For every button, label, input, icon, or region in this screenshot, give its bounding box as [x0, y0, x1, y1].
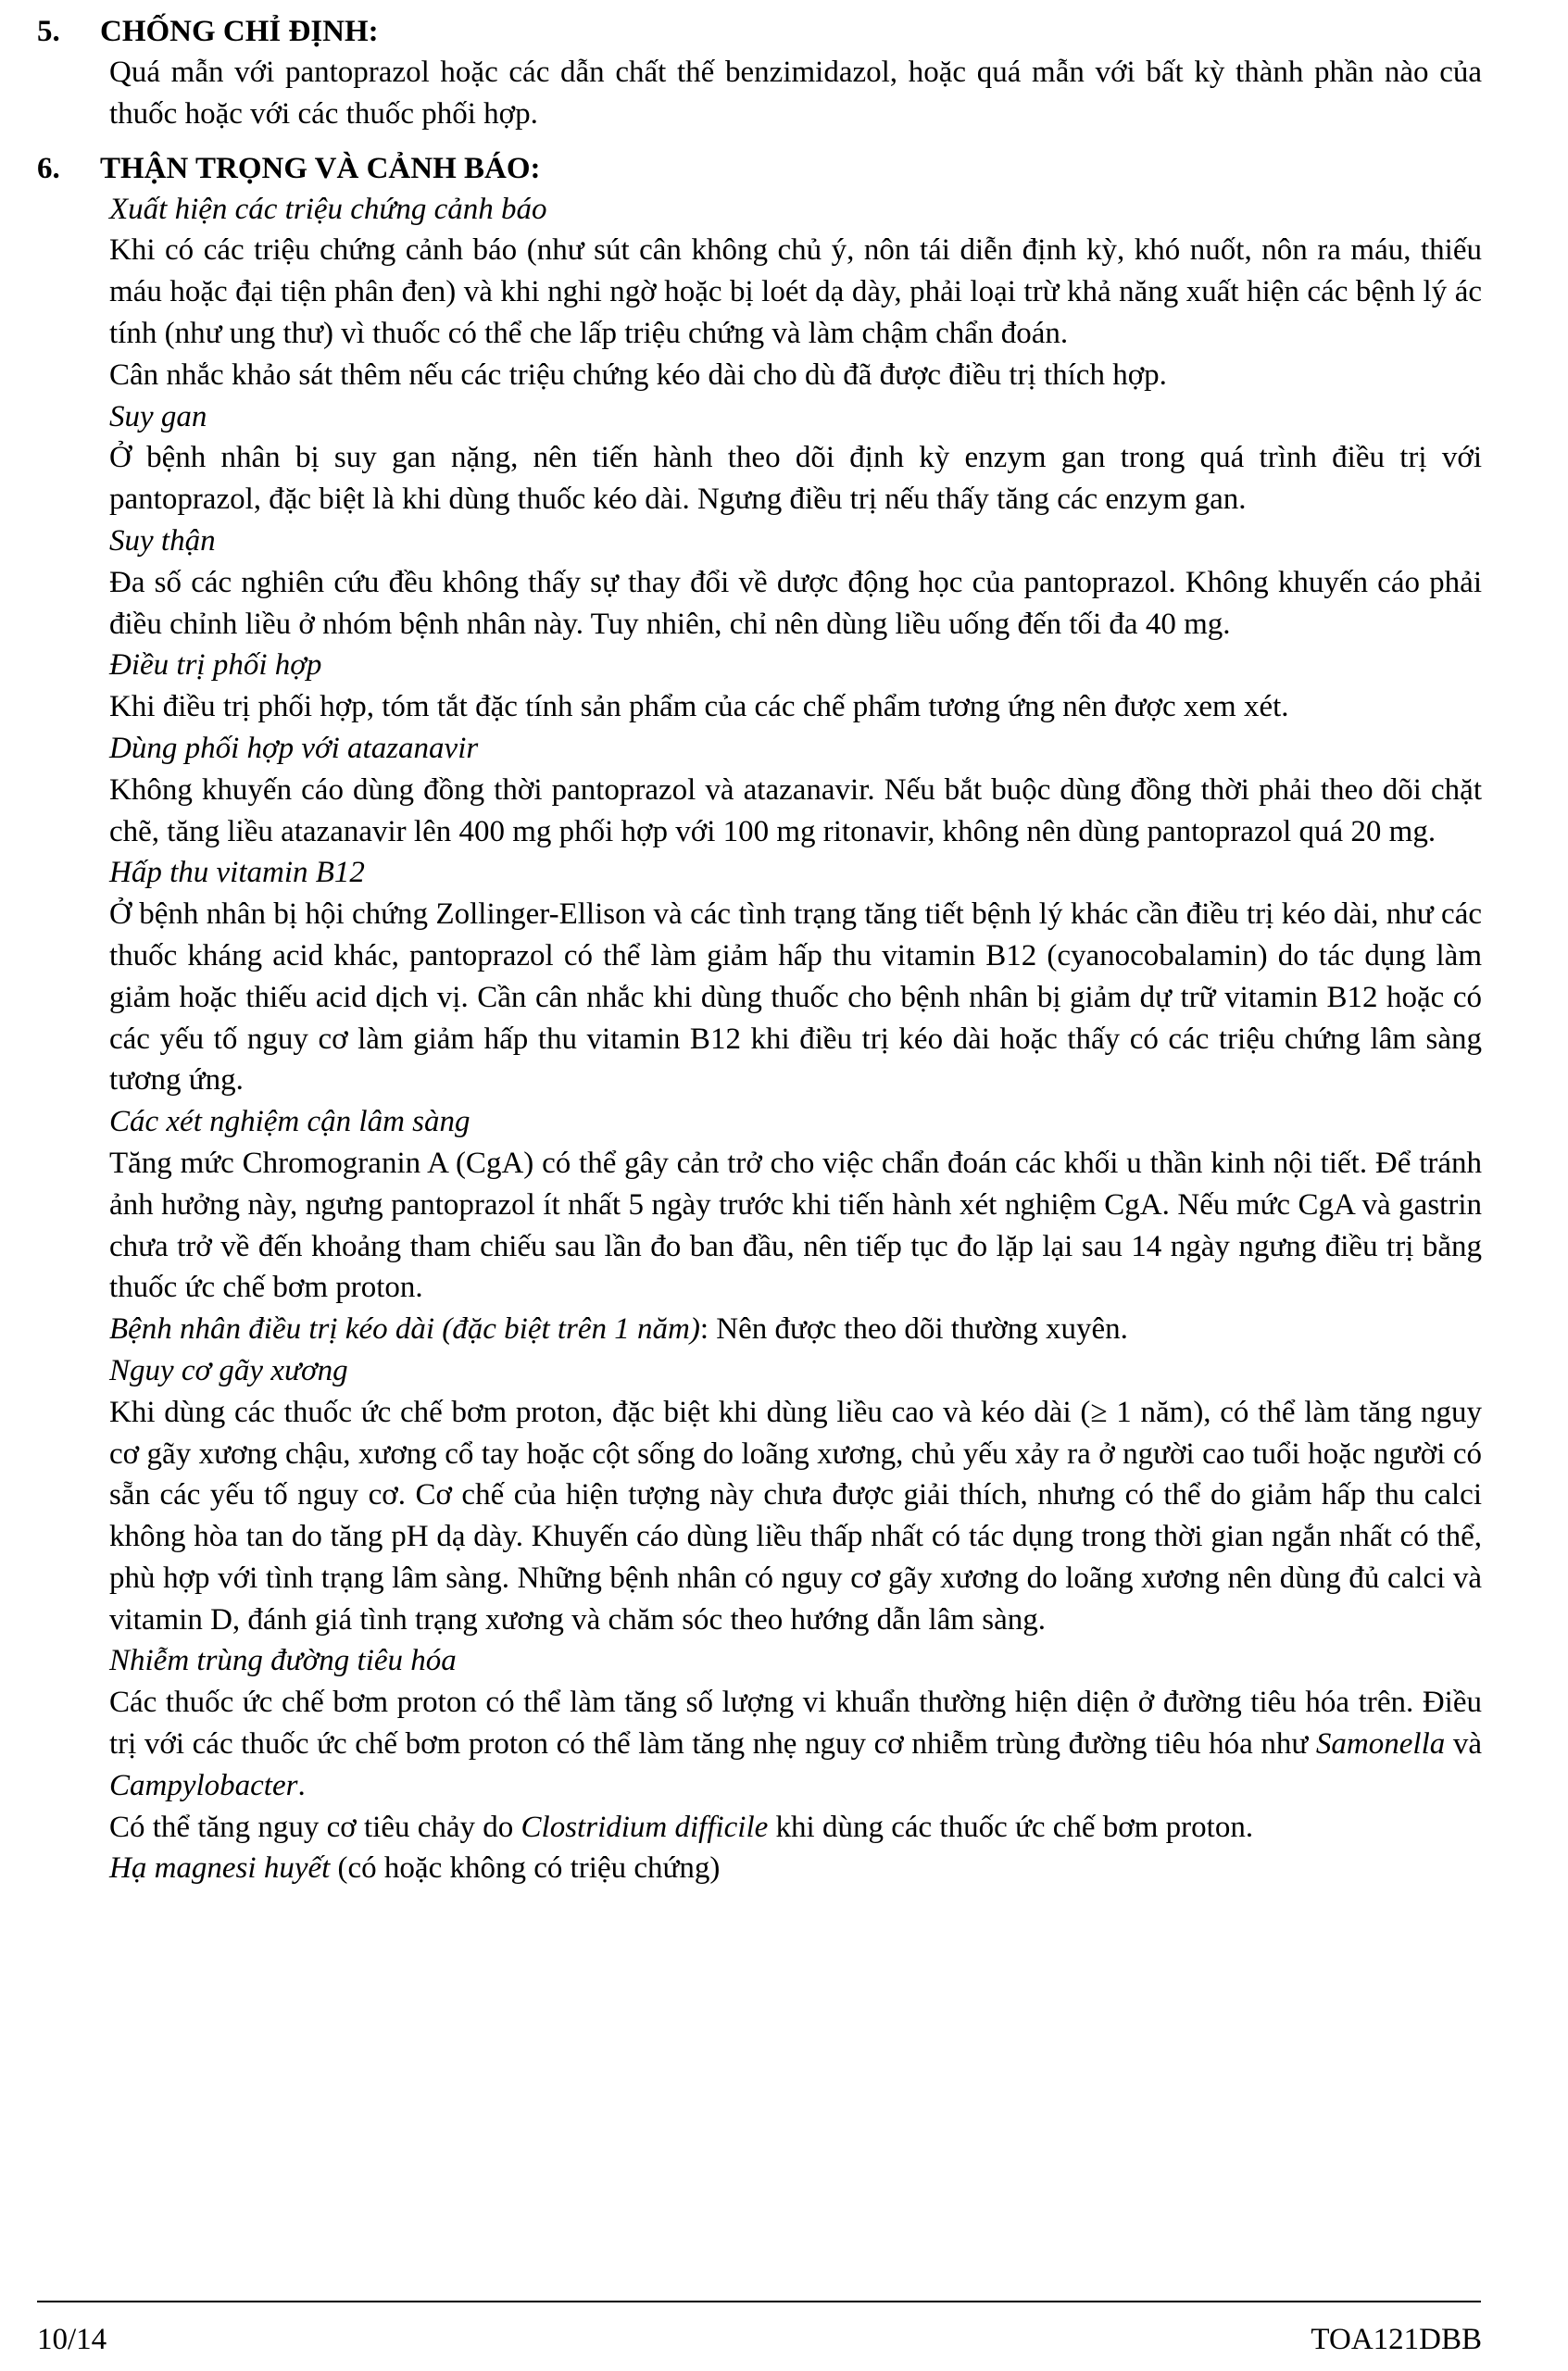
text-run: khi dùng các thuốc ức chế bơm proton. — [768, 1810, 1254, 1844]
page-content — [37, 11, 1482, 1889]
organism-name: Samonella — [1315, 1727, 1446, 1762]
text-run: Các thuốc ức chế bơm proton có thể làm tăng số lượng vi khuẩn thường hiện diện ở đường tiêu hóa trên. Điều trị với các thuốc ức chế bơm proton có thể làm tăng nhẹ nguy cơ nhiễm trùng đường tiêu hóa như — [109, 1686, 1482, 1762]
section-6-heading — [37, 148, 1482, 189]
paragraph: Khi có các triệu chứng cảnh báo (như sút cân không chủ ý, nôn tái diễn định kỳ, khó nuốt, nôn ra máu, thiếu máu hoặc đại tiện phân đen) và khi nghi ngờ hoặc bị loét dạ dày, phải loại trừ khả năng xuất hiện các bệnh lý ác tính (như ung thư) vì thuốc có thể che lấp triệu chứng và làm chậm chẩn đoán. — [109, 233, 1482, 350]
subheading-fracture: Nguy cơ gãy xương — [109, 1353, 348, 1387]
section-title: CHỐNG CHỈ ĐỊNH: — [100, 15, 379, 48]
subheading-kidney: Suy thận — [109, 523, 216, 558]
section-5-heading — [37, 11, 1482, 52]
paragraph: Khi điều trị phối hợp, tóm tắt đặc tính sản phẩm của các chế phẩm tương ứng nên được xem xét. — [109, 690, 1289, 724]
section-number: 5. — [37, 15, 60, 48]
document-code: TOA121DBB — [1311, 2323, 1482, 2356]
magnesium-text: (có hoặc không có triệu chứng) — [330, 1851, 721, 1886]
text-run: Có thể tăng nguy cơ tiêu chảy do — [109, 1810, 521, 1844]
spacer — [37, 135, 1482, 148]
paragraph: Tăng mức Chromogranin A (CgA) có thể gây cản trở cho việc chẩn đoán các khối u thần kinh nội tiết. Để tránh ảnh hưởng này, ngưng pantoprazol ít nhất 5 ngày trước khi tiến hành xét nghiệm CgA. Nếu mức CgA và gastrin chưa trở về đến khoảng tham chiếu sau lần đo ban đầu, nên tiếp tục đo lặp lại sau 14 ngày ngưng điều trị bằng thuốc ức chế bơm proton. — [109, 1146, 1482, 1305]
paragraph: Cân nhắc khảo sát thêm nếu các triệu chứng kéo dài cho dù đã được điều trị thích hợp. — [109, 358, 1167, 392]
paragraph: Ở bệnh nhân bị hội chứng Zollinger-Ellison và các tình trạng tăng tiết bệnh lý khác cần điều trị kéo dài, như các thuốc kháng acid khác, pantoprazol có thể làm giảm hấp thu vitamin B12 (cyanocobalamin) do tác dụng làm giảm hoặc thiếu acid dịch vị. Cần cân nhắc khi dùng thuốc cho bệnh nhân bị giảm dự trữ vitamin B12 hoặc có các yếu tố nguy cơ làm giảm hấp thu vitamin B12 khi điều trị kéo dài hoặc thấy có các triệu chứng lâm sàng tương ứng. — [109, 897, 1482, 1098]
paragraph: Đa số các nghiên cứu đều không thấy sự thay đổi về dược động học của pantoprazol. Không khuyến cáo phải điều chỉnh liều ở nhóm bệnh nhân này. Tuy nhiên, chỉ nên dùng liều uống đến tối đa 40 mg. — [109, 565, 1482, 641]
subheading-atazanavir: Dùng phối hợp với atazanavir — [109, 731, 479, 765]
text-run: và — [1445, 1727, 1482, 1762]
paragraph: Không khuyến cáo dùng đồng thời pantoprazol và atazanavir. Nếu bắt buộc dùng đồng thời phải theo dõi chặt chẽ, tăng liều atazanavir lên 400 mg phối hợp với 100 mg ritonavir, không nên dùng pantoprazol quá 20 mg. — [109, 772, 1482, 848]
magnesium-line — [109, 1848, 1482, 1889]
longterm-text: : Nên được theo dõi thường xuyên. — [699, 1312, 1128, 1347]
organism-name: Clostridium difficile — [521, 1810, 769, 1844]
subheading-magnesium: Hạ magnesi huyết — [109, 1851, 331, 1886]
paragraph: Khi dùng các thuốc ức chế bơm proton, đặc biệt khi dùng liều cao và kéo dài (≥ 1 năm), có thể làm tăng nguy cơ gãy xương chậu, xương cổ tay hoặc cột sống do loãng xương, chủ yếu xảy ra ở người cao tuổi hoặc người có sẵn các yếu tố nguy cơ. Cơ chế của hiện tượng này chưa được giải thích, nhưng có thể do giảm hấp thu calci không hòa tan do tăng pH dạ dày. Khuyến cáo dùng liều thấp nhất có tác dụng trong thời gian ngắn nhất có thể, phù hợp với tình trạng lâm sàng. Những bệnh nhân có nguy cơ gãy xương do loãng xương nên dùng đủ calci và vitamin D, đánh giá tình trạng xương và chăm sóc theo hướng dẫn lâm sàng. — [109, 1395, 1482, 1637]
longterm-line — [109, 1309, 1482, 1350]
subheading-liver: Suy gan — [109, 399, 207, 433]
section-title: THẬN TRỌNG VÀ CẢNH BÁO: — [100, 151, 541, 185]
contraindication-text: Quá mẫn với pantoprazol hoặc các dẫn chất thế benzimidazol, hoặc quá mẫn với bất kỳ thành phần nào của thuốc hoặc với các thuốc phối hợp. — [109, 56, 1482, 131]
subheading-combo: Điều trị phối hợp — [109, 648, 322, 683]
paragraph — [109, 1807, 1482, 1849]
section-6-body — [109, 189, 1482, 1890]
subheading-b12: Hấp thu vitamin B12 — [109, 856, 365, 890]
subheading-infection: Nhiễm trùng đường tiêu hóa — [109, 1644, 457, 1678]
subheading-warning: Xuất hiện các triệu chứng cảnh báo — [109, 192, 547, 226]
subheading-lab: Các xét nghiệm cận lâm sàng — [109, 1105, 470, 1139]
footer-divider — [37, 2301, 1481, 2302]
subheading-longterm: Bệnh nhân điều trị kéo dài (đặc biệt trên 1 năm) — [109, 1312, 700, 1347]
paragraph — [109, 1682, 1482, 1806]
organism-name: Campylobacter — [109, 1768, 298, 1802]
paragraph: Ở bệnh nhân bị suy gan nặng, nên tiến hành theo dõi định kỳ enzym gan trong quá trình điều trị với pantoprazol, đặc biệt là khi dùng thuốc kéo dài. Ngưng điều trị nếu thấy tăng các enzym gan. — [109, 441, 1482, 517]
section-number: 6. — [37, 151, 60, 185]
text-run: . — [297, 1768, 306, 1802]
page-number: 10/14 — [37, 2323, 107, 2356]
